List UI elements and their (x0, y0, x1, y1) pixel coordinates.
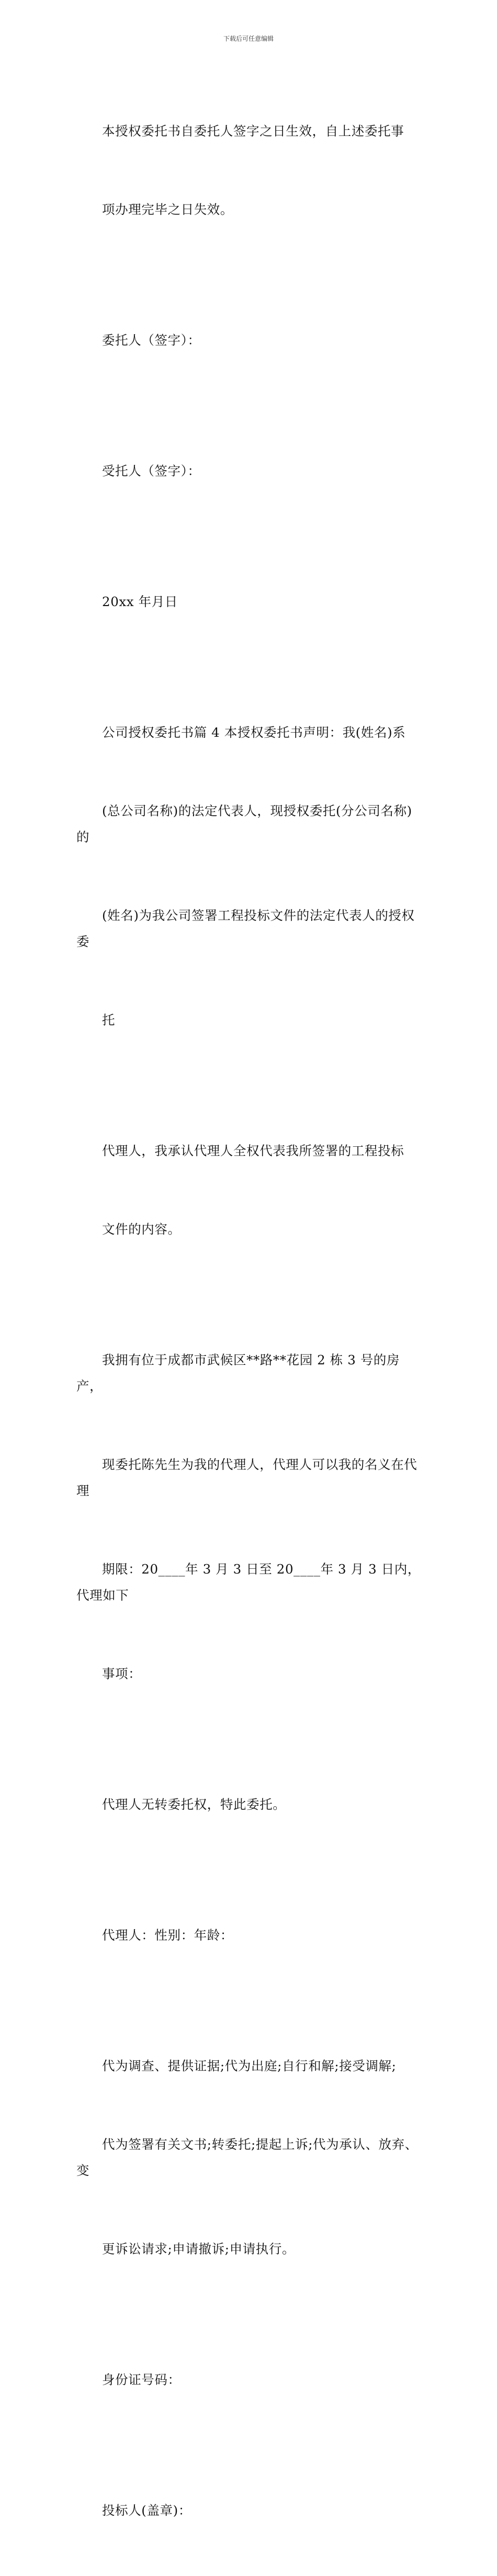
paragraph-agent-info (76, 1870, 423, 2001)
paragraph-principal-signature (76, 275, 423, 406)
text-line: 代为签署有关文书;转委托;提起上诉;代为承认、放弃、变 (76, 2137, 418, 2178)
text-line: 代理人：性别：年龄： (102, 1928, 233, 1943)
text-line: 托 (102, 1012, 116, 1028)
paragraph-id-number (76, 2315, 423, 2445)
paragraph-property-clause (76, 1295, 423, 1739)
text-line: 期限：20____年 3 月 3 日至 20____年 3 月 3 日内，代理如下 (76, 1561, 421, 1603)
text-line: 代为调查、提供证据;代为出庭;自行和解;接受调解; (102, 2058, 397, 2073)
paragraph-agent-acknowledgement (76, 1086, 423, 1295)
paragraph-effective-clause (76, 66, 423, 275)
text-line: 代理人，我承认代理人全权代表我所签署的工程投标 (102, 1143, 404, 1158)
paragraph-date-line (76, 537, 423, 667)
paragraph-company-authorization-statement (76, 667, 423, 1086)
paragraph-bidder-seal (76, 2445, 423, 2576)
text-line: 我拥有位于成都市武候区**路**花园 2 栋 3 号的房产， (76, 1352, 400, 1394)
paragraph-no-subdelegation (76, 1739, 423, 1870)
text-line: 代理人无转委托权，特此委托。 (102, 1797, 286, 1812)
text-line: 本授权委托书自委托人签字之日生效，自上述委托事 (102, 123, 404, 139)
text-line: (总公司名称)的法定代表人，现授权委托(分公司名称)的 (76, 803, 412, 845)
document-body (76, 66, 423, 2576)
text-line: 现委托陈先生为我的代理人，代理人可以我的名义在代理 (76, 1457, 417, 1498)
page-header-caption: 下载后可任意编辑 (223, 35, 274, 42)
text-line: 公司授权委托书篇 4 本授权委托书声明：我(姓名)系 (102, 725, 406, 740)
text-line: 项办理完毕之日失效。 (102, 202, 233, 217)
text-line: 委托人（签字）： (102, 333, 201, 348)
text-line: 受托人（签字）： (102, 463, 201, 478)
text-line: (姓名)为我公司签署工程投标文件的法定代表人的授权委 (76, 908, 415, 949)
text-line: 文件的内容。 (102, 1222, 181, 1237)
paragraph-agent-powers (76, 2001, 423, 2315)
text-line: 投标人(盖章)： (102, 2503, 191, 2518)
text-line: 事项： (102, 1666, 142, 1681)
text-line: 身份证号码： (102, 2372, 181, 2387)
text-line: 20xx 年月日 (102, 594, 178, 609)
text-line: 更诉讼请求;申请撤诉;申请执行。 (102, 2241, 296, 2256)
paragraph-agent-signature (76, 406, 423, 537)
